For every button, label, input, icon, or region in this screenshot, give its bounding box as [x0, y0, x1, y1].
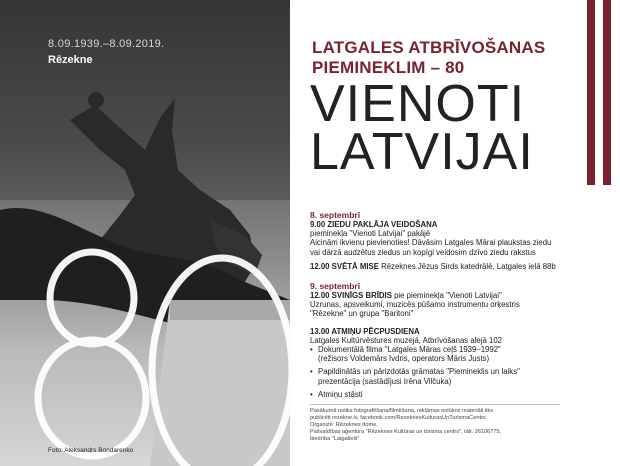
event-city: Rēzekne: [48, 54, 93, 66]
organizer-footer: [310, 408, 550, 443]
day-2-event-2-list: [310, 345, 610, 399]
footer-line-3: Organizē: Rēzeknes dome,: [310, 422, 378, 428]
event-program: [310, 210, 610, 403]
day-1-event-1-desc-2: vai dārzā audzētus ziedus un kopīgi veidosim dzīvo ziedu rakstus: [310, 247, 536, 257]
day-1-event-1-place: pieminekļa "Vienoti Latvijai" pakājē: [310, 229, 431, 239]
day-2-event-1-title: 12.00 SVINĪGS BRĪDIS: [310, 291, 392, 301]
day-1-event-2-place: Rēzeknes Jēzus Sirds katedrālē, Latgales ielā 88b: [378, 261, 556, 271]
statue-torch: [88, 92, 104, 108]
subtitle-line-2: PIEMINEKLIM – 80: [312, 58, 465, 77]
poster-subtitle: [312, 38, 552, 78]
footer-line-4: Pašvaldības aģentūra "Rēzeknes Kultūras un tūrisma centrs", tālr. 26106775,: [310, 429, 502, 435]
footer-line-1: Pasākumā notiks fotografēšana/filmēšana, reklāmas nolūkos materiāli tiks: [310, 408, 494, 414]
photo-credit: Foto: Aleksandrs Bondarenko: [48, 447, 134, 454]
poster-title: [310, 75, 610, 181]
title-line-1: VIENOTI: [310, 75, 526, 133]
monument-photo: [0, 0, 290, 466]
day-1-event-1-desc-1: Aicinām ikvienu pievienoties! Dāvāsim Latgales Mārai plaukstas ziedu: [310, 238, 552, 248]
monument-illustration: [0, 0, 290, 466]
day-2-event-1-place: pie pieminekļa "Vienoti Latvijai": [391, 291, 502, 301]
day-2-event-1-desc-1: Uzrunas, apsveikumi, muzicēs pūšamo instrumentu orķestris: [310, 300, 520, 310]
footer-divider: [310, 404, 560, 405]
footer-line-5: biedrība "Latgalieši": [310, 436, 360, 442]
day-2-event-2-place: Latgales Kultūrvēstures muzejā, Atbrīvošanas alejā 102: [310, 335, 503, 345]
day-2-date: 9. septembrī: [310, 281, 361, 292]
list-item: • Atmiņu stāsti: [310, 390, 610, 399]
day-2-event-2-title: 13.00 ATMIŅU PĒCPUSDIENA: [310, 326, 420, 336]
day-1-event-2-title: 12.00 SVĒTĀ MISE: [310, 261, 379, 271]
list-item: • Dokumentālā filma "Latgales Māras ceļš 1939–1992" (režisors Voldemārs Ivdris, operators Māris Justs): [310, 345, 610, 363]
day-2-event-1-desc-2: "Rēzekne" un grupa "Baritoni": [310, 309, 414, 319]
event-dates: 8.09.1939.–8.09.2019.: [48, 38, 165, 50]
subtitle-line-1: LATGALES ATBRĪVOŠANAS: [312, 38, 546, 57]
day-1-date: 8. septembrī: [310, 210, 361, 220]
footer-line-2: publicēti rezekne.lv, facebook.com/RezeknesKulturasUnTurismaCentrs: [310, 415, 486, 421]
list-item: • Papildinātās un pārizdotās grāmatas "Piemineklis un laiks" prezentācija (sastādījusi Irēna Vilčuka): [310, 367, 610, 385]
title-line-2: LATVIJAI: [310, 123, 534, 181]
day-1-event-1-title: 9.00 ZIEDU PAKLĀJA VEIDOŠANA: [310, 220, 438, 229]
